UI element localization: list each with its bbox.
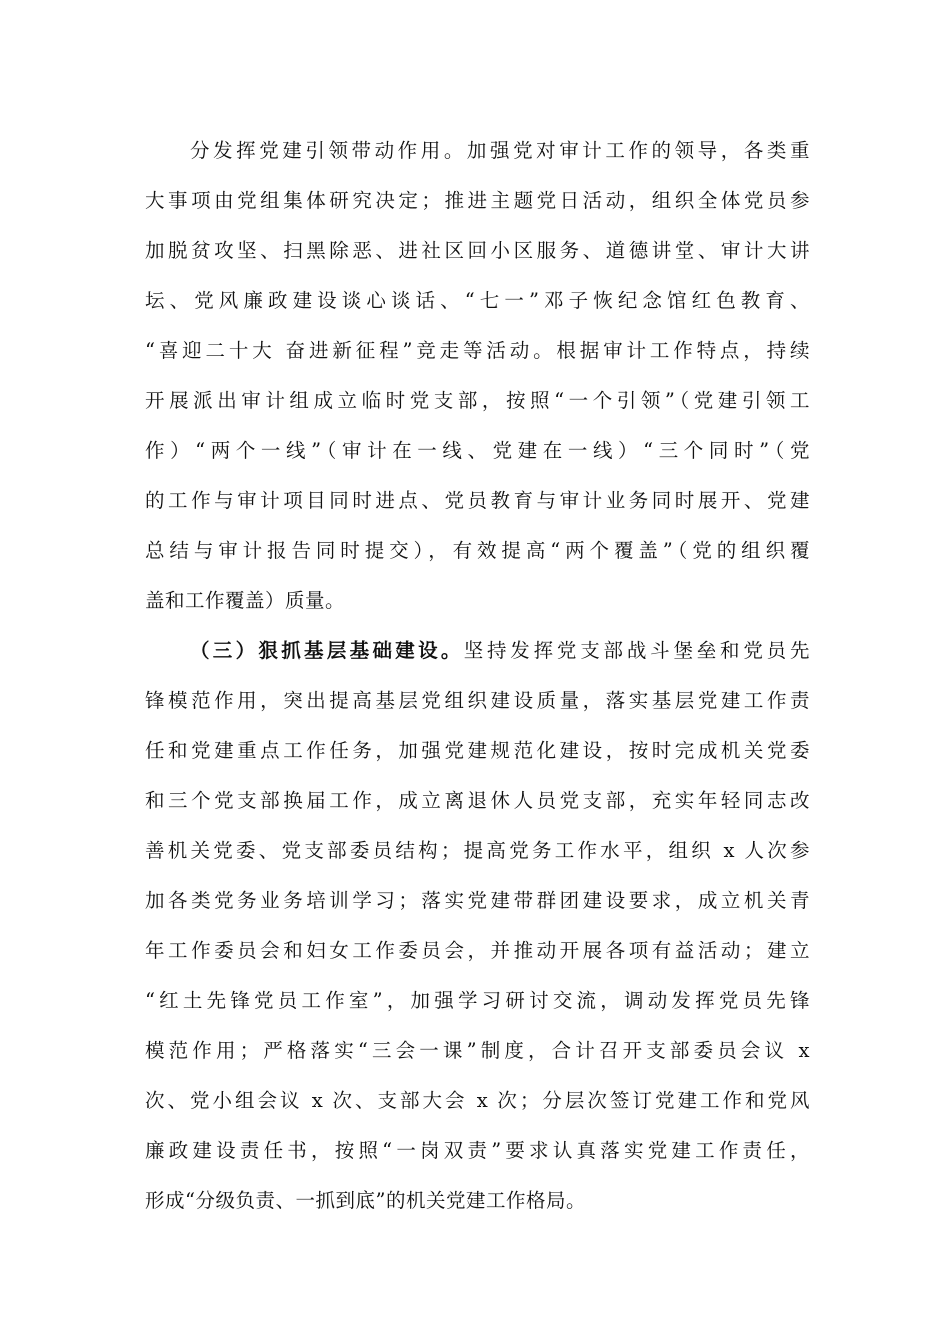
paragraph-2-line: 年工作委员会和妇女工作委员会，并推动开展各项有益活动；建立 [145, 939, 810, 962]
paragraph-2-line: 模范作用；严格落实“三会一课”制度，合计召开支部委员会议 x [145, 1039, 810, 1062]
paragraph-2-line: 加各类党务业务培训学习；落实党建带群团建设要求，成立机关青 [145, 889, 810, 912]
paragraph-2-line: 和三个党支部换届工作，成立离退休人员党支部，充实年轻同志改 [145, 789, 810, 812]
paragraph-2-text: 坚持发挥党支部战斗堡垒和党员先 [463, 639, 810, 662]
paragraph-1-line: 分发挥党建引领带动作用。加强党对审计工作的领导，各类重 [190, 139, 810, 162]
paragraph-1-line: 盖和工作覆盖）质量。 [145, 589, 346, 612]
paragraph-1-line: 作）“两个一线”（审计在一线、党建在一线）“三个同时”（党 [145, 439, 810, 462]
paragraph-2-line: 锋模范作用，突出提高基层党组织建设质量，落实基层党建工作责 [145, 689, 810, 712]
paragraph-1-line: 坛、党风廉政建设谈心谈话、“七一”邓子恢纪念馆红色教育、 [145, 289, 810, 312]
paragraph-2-line: 次、党小组会议 x 次、支部大会 x 次；分层次签订党建工作和党风 [145, 1089, 810, 1112]
paragraph-1-line: 总结与审计报告同时提交），有效提高“两个覆盖”（党的组织覆 [145, 539, 810, 562]
paragraph-2-line: 廉政建设责任书，按照“一岗双责”要求认真落实党建工作责任， [145, 1139, 810, 1162]
paragraph-1-line: 加脱贫攻坚、扫黑除恶、进社区回小区服务、道德讲堂、审计大讲 [145, 239, 810, 262]
section-heading: （三）狠抓基层基础建设。 [190, 639, 464, 662]
paragraph-1-line: 大事项由党组集体研究决定；推进主题党日活动，组织全体党员参 [145, 189, 810, 212]
paragraph-2-line: “红土先锋党员工作室”，加强学习研讨交流，调动发挥党员先锋 [145, 989, 810, 1012]
paragraph-1-line: 开展派出审计组成立临时党支部，按照“一个引领”（党建引领工 [145, 389, 810, 412]
paragraph-2-line: 善机关党委、党支部委员结构；提高党务工作水平，组织 x 人次参 [145, 839, 810, 862]
paragraph-2-line: 形成“分级负责、一抓到底”的机关党建工作格局。 [145, 1189, 586, 1212]
paragraph-2-line: 任和党建重点工作任务，加强党建规范化建设，按时完成机关党委 [145, 739, 810, 762]
paragraph-1-line: “喜迎二十大 奋进新征程”竞走等活动。根据审计工作特点，持续 [145, 339, 810, 362]
paragraph-1-line: 的工作与审计项目同时进点、党员教育与审计业务同时展开、党建 [145, 489, 810, 512]
paragraph-2-first-line [190, 636, 810, 666]
